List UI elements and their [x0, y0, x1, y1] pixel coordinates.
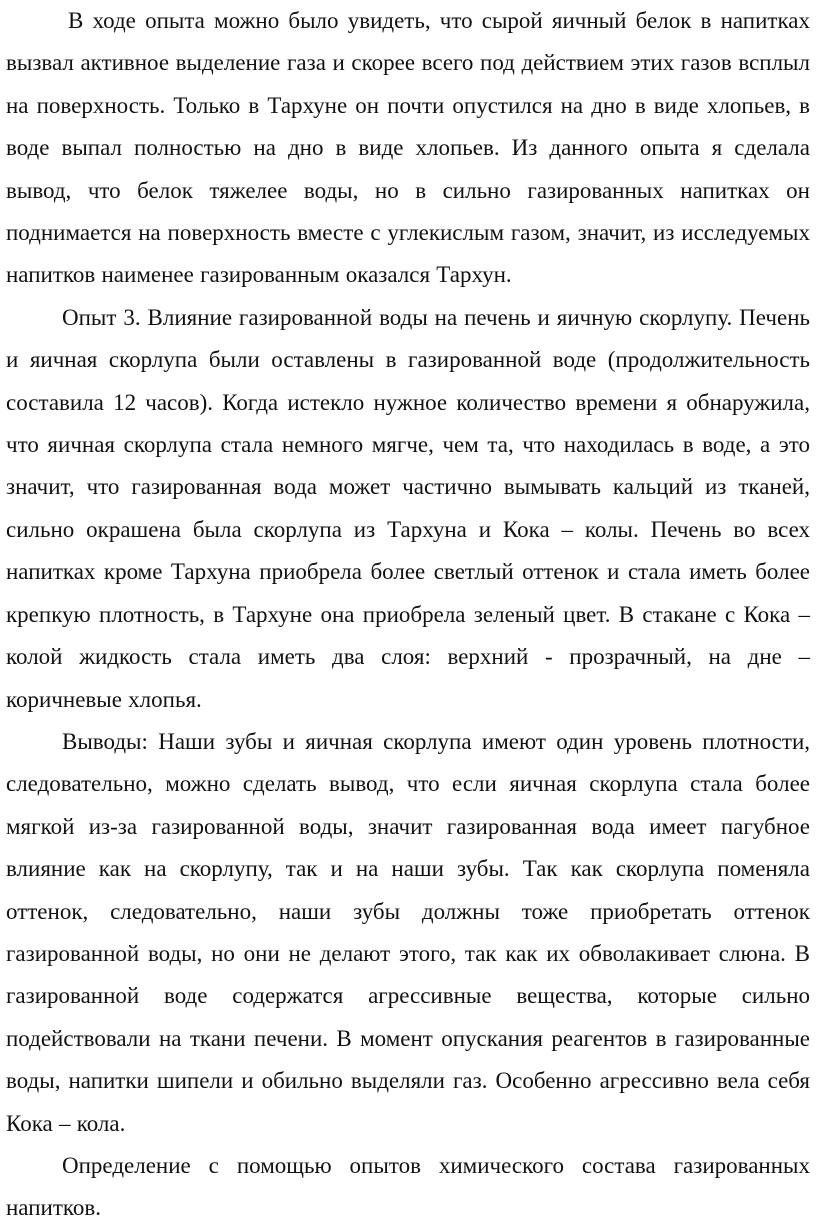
paragraph-experiment-3: Опыт 3. Влияние газированной воды на печень и яичную скорлупу. Печень и яичная скорлупа были оставлены в газированной воде (продолжительность составила 12 часов). Когда истекло нужное количество времени я обнаружила, что яичная скорлупа стала немного мягче, чем та, что находилась в воде, а это значит, что газированная вода может частично вымывать кальций из тканей, сильно окрашена была скорлупа из Тархуна и Кока – колы. Печень во всех напитках кроме Тархуна приобрела более светлый оттенок и стала иметь более крепкую плотность, в Тархуне она приобрела зеленый цвет. В стакане с Кока –колой жидкость стала иметь два слоя: верхний - прозрачный, на дне –коричневые хлопья.	[6, 304, 810, 712]
document-body	[6, 0, 810, 1230]
paragraph-conclusions: Выводы: Наши зубы и яичная скорлупа имеют один уровень плотности, следовательно, можно сделать вывод, что если яичная скорлупа стала более мягкой из-за газированной воды, значит газированная вода имеет пагубное влияние как на скорлупу, так и на наши зубы. Так как скорлупа поменяла оттенок, следовательно, наши зубы должны тоже приобретать оттенок газированной воды, но они не делают этого, так как их обволакивает слюна. В газированной воде содержатся агрессивные вещества, которые сильно подействовали на ткани печени. В момент опускания реагентов в газированные воды, напитки шипели и обильно выделяли газ. Особенно агрессивно вела себя Кока – кола.	[6, 728, 810, 1136]
paragraph-egg-white-result: В ходе опыта можно было увидеть, что сырой яичный белок в напитках вызвал активное выделение газа и скорее всего под действием этих газов всплыл на поверхность. Только в Тархуне он почти опустился на дно в виде хлопьев, в воде выпал полностью на дно в виде хлопьев. Из данного опыта я сделала вывод, что белок тяжелее воды, но в сильно газированных напитках он поднимается на поверхность вместе с углекислым газом, значит, из исследуемых напитков наименее газированным оказался Тархун.	[6, 8, 810, 288]
paragraph-chemical-composition-heading: Определение с помощью опытов химического состава газированных напитков.	[6, 1152, 810, 1221]
